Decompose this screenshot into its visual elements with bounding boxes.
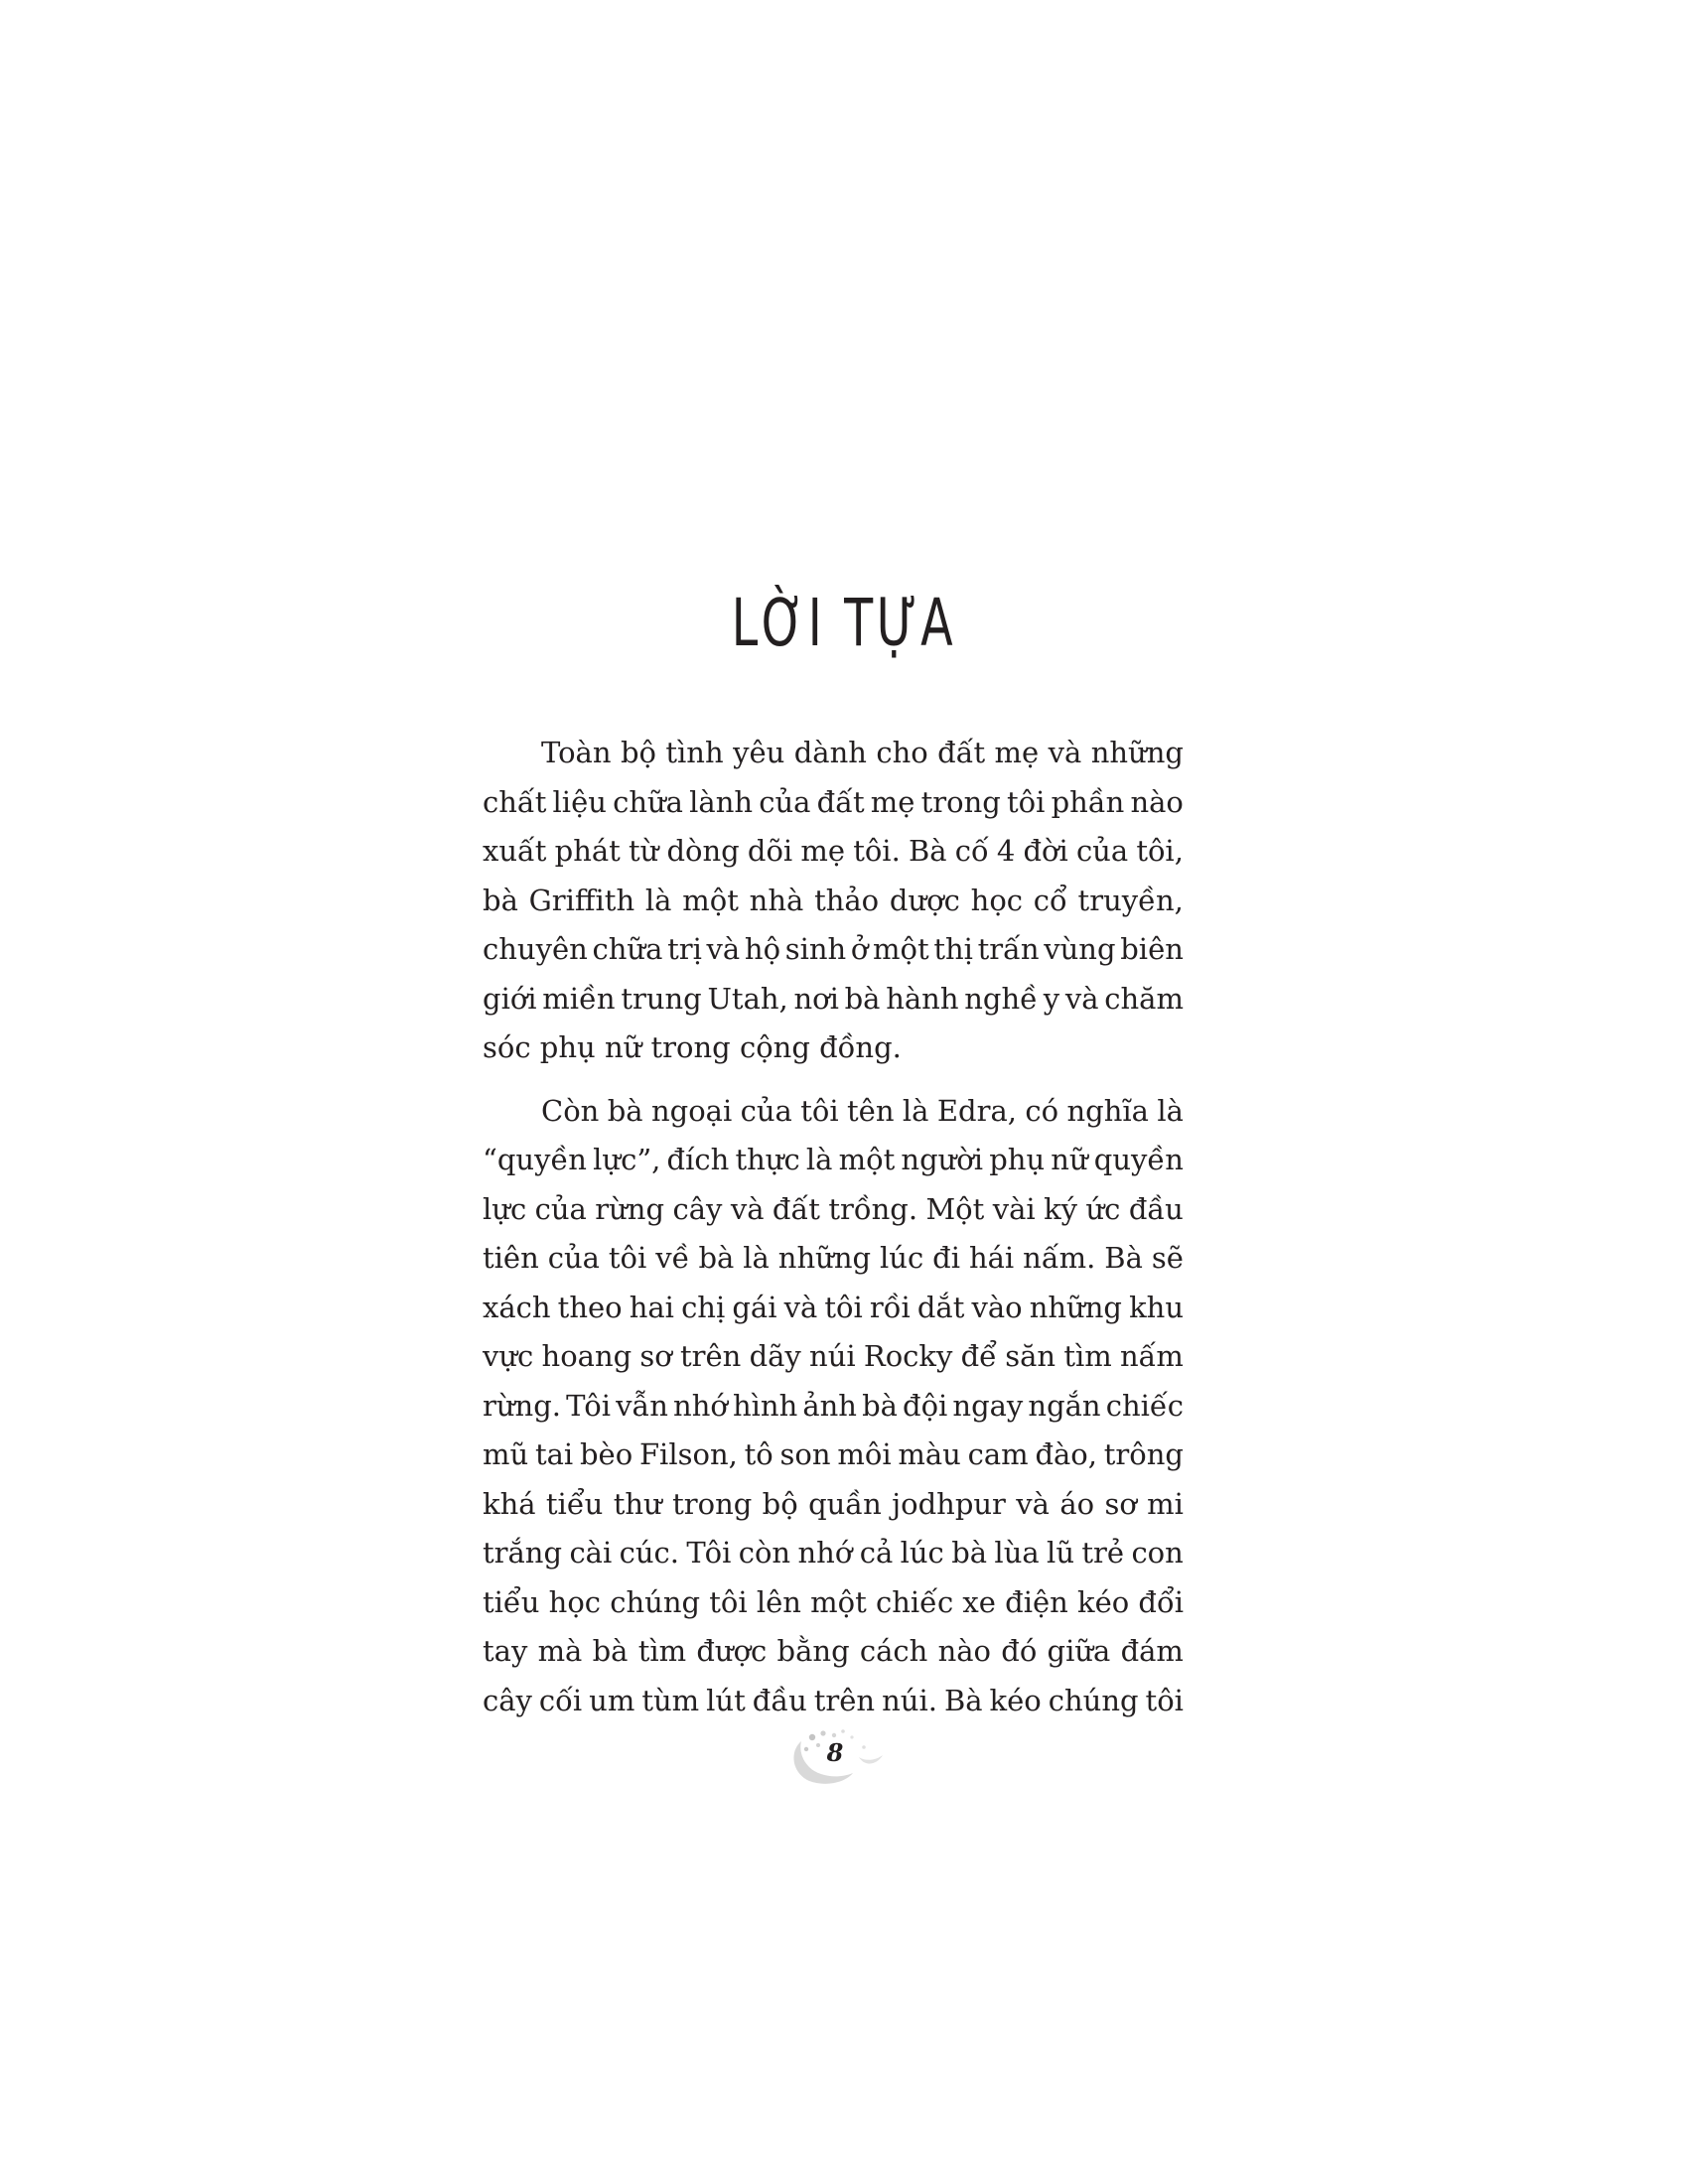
text-line: chuyên chữa trị và hộ sinh ở một thị trấn vùng biên <box>483 932 1184 966</box>
chapter-title: LỜI TỰA <box>731 585 957 661</box>
text-line: Toàn bộ tình yêu dành cho đất mẹ và những <box>541 736 1184 769</box>
text-line: tiểu học chúng tôi lên một chiếc xe điện kéo đổi <box>483 1584 1184 1619</box>
paragraph-1 <box>483 729 1184 1073</box>
text-line: sóc phụ nữ trong cộng đồng. <box>483 1030 902 1064</box>
text-line: mũ tai bèo Filson, tô son môi màu cam đào, trông <box>483 1437 1184 1471</box>
text-line: vực hoang sơ trên dãy núi Rocky để săn tìm nấm <box>483 1339 1184 1373</box>
page-number: 8 <box>826 1738 844 1767</box>
text-line: lực của rừng cây và đất trồng. Một vài ký ức đầu <box>483 1191 1184 1226</box>
text-line: rừng. Tôi vẫn nhớ hình ảnh bà đội ngay ngắn chiếc <box>483 1388 1184 1423</box>
page-footer <box>779 1727 909 1787</box>
text-line: chất liệu chữa lành của đất mẹ trong tôi phần nào <box>483 784 1184 819</box>
text-line: tiên của tôi về bà là những lúc đi hái nấm. Bà sẽ <box>483 1241 1184 1275</box>
text-line: bà Griffith là một nhà thảo dược học cổ truyền, <box>483 883 1184 917</box>
text-line: Còn bà ngoại của tôi tên là Edra, có nghĩa là <box>541 1093 1184 1128</box>
text-line: xuất phát từ dòng dõi mẹ tôi. Bà cố 4 đời của tôi, <box>483 834 1184 868</box>
text-line: cây cối um tùm lút đầu trên núi. Bà kéo chúng tôi <box>483 1683 1184 1717</box>
text-line: “quyền lực”, đích thực là một người phụ nữ quyền <box>483 1143 1184 1176</box>
text-line: xách theo hai chị gái và tôi rồi dắt vào những khu <box>483 1290 1184 1324</box>
text-line: trắng cài cúc. Tôi còn nhớ cả lúc bà lùa lũ trẻ con <box>483 1536 1184 1570</box>
paragraph-2 <box>483 1087 1184 1726</box>
body-text <box>483 729 1184 1739</box>
text-line: giới miền trung Utah, nơi bà hành nghề y và chăm <box>483 981 1184 1016</box>
text-line: khá tiểu thư trong bộ quần jodhpur và áo sơ mi <box>483 1486 1184 1521</box>
text-line: tay mà bà tìm được bằng cách nào đó giữa đám <box>483 1634 1184 1668</box>
